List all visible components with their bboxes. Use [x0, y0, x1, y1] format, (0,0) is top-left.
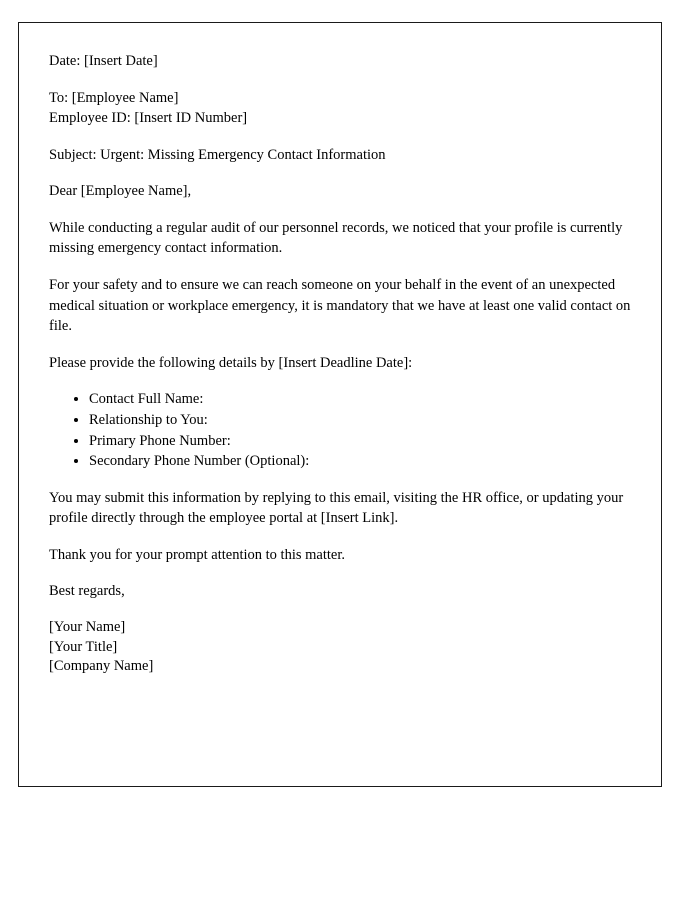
salutation-line: Dear [Employee Name], [49, 183, 192, 200]
signature-name: [Your Name] [49, 618, 126, 635]
employee-id-line: Employee ID: [Insert ID Number] [49, 110, 248, 127]
submission-paragraph: You may submit this information by replying to this email, visiting the HR office, or updating your profile directly through the employee portal at [Insert Link]. [49, 489, 624, 527]
list-item: • Primary Phone Number: [89, 431, 631, 452]
body-paragraph-2: For your safety and to ensure we can reach someone on your behalf in the event of an unexpected medical situation or workplace emergency, it is mandatory that we have at least one valid contact on file. [49, 277, 631, 335]
signature-company: [Company Name] [49, 658, 154, 675]
body-paragraph-1: While conducting a regular audit of our personnel records, we noticed that your profile is currently missing emergency contact information. [49, 219, 623, 257]
thanks-paragraph: Thank you for your prompt attention to this matter. [49, 546, 345, 563]
list-item: • Relationship to You: [89, 410, 631, 431]
date-block [49, 51, 631, 72]
signature-title: [Your Title] [49, 638, 118, 655]
closing-block [49, 581, 631, 602]
letter-body [19, 23, 661, 697]
letter-frame [18, 22, 662, 787]
subject-line: Subject: Urgent: Missing Emergency Contact Information [49, 146, 386, 163]
recipient-block [49, 88, 631, 129]
date-line: Date: [Insert Date] [49, 53, 158, 69]
salutation-block [49, 181, 631, 202]
requested-details-list [49, 389, 631, 471]
recipient-to-line: To: [Employee Name] [49, 89, 179, 106]
list-item: • Contact Full Name: [89, 389, 631, 410]
closing-line: Best regards, [49, 583, 125, 600]
body-paragraph-3: Please provide the following details by [Insert Deadline Date]: [49, 354, 413, 371]
list-item: • Secondary Phone Number (Optional): [89, 451, 631, 472]
signature-block [49, 618, 631, 677]
subject-block [49, 145, 631, 166]
